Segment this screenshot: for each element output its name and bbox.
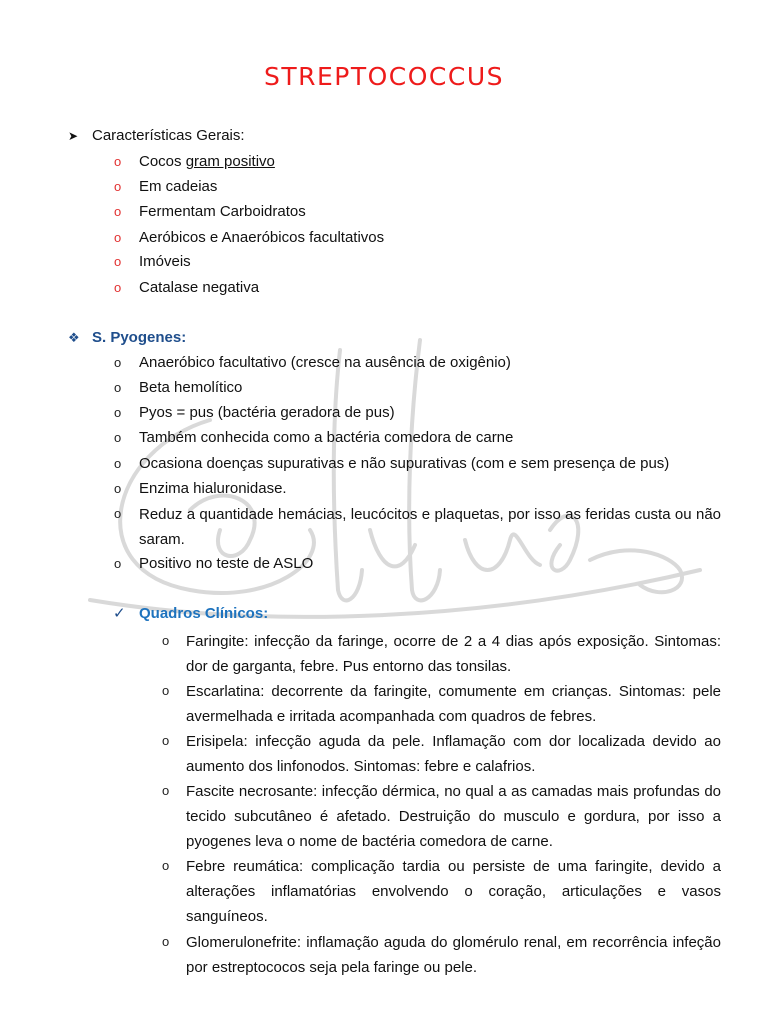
circle-bullet-icon: o bbox=[114, 355, 122, 370]
list-item: Beta hemolítico bbox=[139, 379, 243, 396]
circle-bullet-icon: o bbox=[114, 179, 122, 194]
circle-bullet-icon: o bbox=[114, 456, 122, 471]
circle-bullet-icon: o bbox=[162, 633, 170, 648]
diamond-bullet-icon: ❖ bbox=[68, 330, 80, 345]
circle-bullet-icon: o bbox=[114, 506, 122, 521]
checkmark-icon: ✓ bbox=[113, 605, 126, 622]
circle-bullet-icon: o bbox=[114, 154, 122, 169]
list-item: Catalase negativa bbox=[139, 279, 260, 296]
list-item: Faringite: infecção da faringe, ocorre de 2 a 4 dias após exposição. Sintomas: dor de garganta, febre. Pus entorno das tonsilas. bbox=[186, 633, 721, 675]
circle-bullet-icon: o bbox=[162, 733, 170, 748]
list-item: Cocos gram positivo bbox=[139, 153, 275, 170]
underlined-text: gram positivo bbox=[185, 153, 275, 170]
circle-bullet-icon: o bbox=[114, 380, 122, 395]
list-item: Positivo no teste de ASLO bbox=[139, 555, 314, 572]
list-item: Ocasiona doenças supurativas e não supurativas (com e sem presença de pus) bbox=[139, 455, 670, 472]
general-heading: Características Gerais: bbox=[92, 127, 245, 144]
circle-bullet-icon: o bbox=[162, 934, 170, 949]
circle-bullet-icon: o bbox=[114, 430, 122, 445]
list-item: Fermentam Carboidratos bbox=[139, 203, 306, 220]
list-item: Febre reumática: complicação tardia ou persiste de uma faringite, devido a alterações inflamatórias envolvendo o coração, articulações e vasos sanguíneos. bbox=[186, 858, 721, 925]
circle-bullet-icon: o bbox=[114, 230, 122, 245]
clinical-heading: Quadros Clínicos: bbox=[139, 605, 269, 622]
list-item: Também conhecida como a bactéria comedora de carne bbox=[139, 429, 514, 446]
arrow-bullet-icon: ➤ bbox=[68, 129, 79, 143]
circle-bullet-icon: o bbox=[162, 683, 170, 698]
list-item: Imóveis bbox=[139, 253, 191, 270]
pyogenes-heading: S. Pyogenes: bbox=[92, 329, 187, 346]
circle-bullet-icon: o bbox=[162, 783, 170, 798]
list-item: Aeróbicos e Anaeróbicos facultativos bbox=[139, 229, 385, 246]
circle-bullet-icon: o bbox=[114, 280, 122, 295]
list-item: Erisipela: infecção aguda da pele. Inflamação com dor localizada devido ao aumento dos linfonodos. Sintomas: febre e calafrios. bbox=[186, 733, 721, 775]
circle-bullet-icon: o bbox=[114, 254, 122, 269]
circle-bullet-icon: o bbox=[114, 556, 122, 571]
list-item: Fascite necrosante: infecção dérmica, no qual a as camadas mais profundas do tecido subcutâneo é afetado. Destruição do musculo e gordura, por isso a pyogenes leva o nome de bactéria comedora de carne. bbox=[186, 783, 721, 850]
list-item: Reduz a quantidade hemácias, leucócitos e plaquetas, por isso as feridas custa ou não saram. bbox=[139, 506, 721, 548]
list-item: Pyos = pus (bactéria geradora de pus) bbox=[139, 404, 395, 421]
circle-bullet-icon: o bbox=[162, 858, 170, 873]
page-title: STREPTOCOCCUS bbox=[263, 62, 505, 91]
list-item: Enzima hialuronidase. bbox=[139, 480, 287, 497]
list-item: Anaeróbico facultativo (cresce na ausência de oxigênio) bbox=[139, 354, 511, 371]
list-item: Em cadeias bbox=[139, 178, 218, 195]
list-item: Glomerulonefrite: inflamação aguda do glomérulo renal, em recorrência infeção por estreptococos seja pela faringe ou pele. bbox=[186, 934, 721, 976]
circle-bullet-icon: o bbox=[114, 204, 122, 219]
circle-bullet-icon: o bbox=[114, 405, 122, 420]
circle-bullet-icon: o bbox=[114, 481, 122, 496]
list-item: Escarlatina: decorrente da faringite, comumente em crianças. Sintomas: pele avermelhada e irritada acompanhada com quadros de febres. bbox=[186, 683, 721, 725]
